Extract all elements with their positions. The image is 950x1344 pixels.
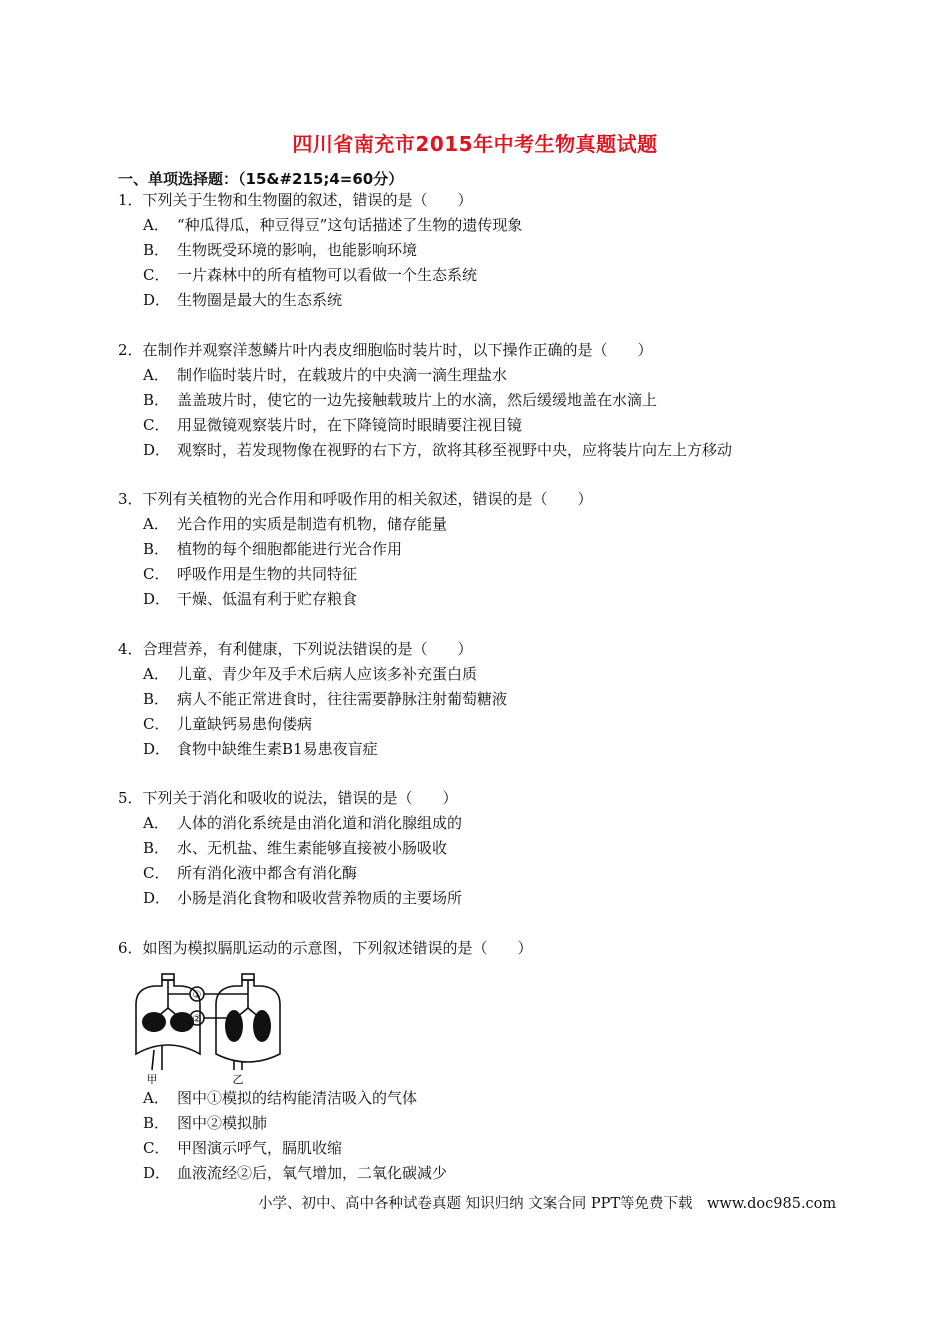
question-stem: 2．在制作并观察洋葱鳞片叶内表皮细胞临时装片时，以下操作正确的是（ ） <box>118 341 653 359</box>
jar-label-right: 乙 <box>232 1073 244 1086</box>
option-b <box>118 1111 447 1136</box>
question-stem: 6．如图为模拟膈肌运动的示意图，下列叙述错误的是（ ） <box>118 939 533 957</box>
option-text: 一片森林中的所有植物可以看做一个生态系统 <box>177 266 478 284</box>
question-stem: 1．下列关于生物和生物圈的叙述，错误的是（ ） <box>118 191 473 209</box>
option-text: 植物的每个细胞都能进行光合作用 <box>177 540 403 558</box>
option-b <box>118 388 732 413</box>
option-d <box>118 288 522 313</box>
option-d <box>118 737 507 762</box>
option-label: C． <box>143 715 170 733</box>
option-c <box>118 861 462 886</box>
option-label: C． <box>143 416 170 434</box>
option-c <box>118 712 507 737</box>
option-a <box>118 213 522 238</box>
page-title: 四川省南充市2015年中考生物真题试题 <box>292 132 658 156</box>
option-label: A． <box>143 814 169 832</box>
option-text: 图中②模拟肺 <box>177 1114 268 1132</box>
option-label: C． <box>143 565 170 583</box>
jar-label-left: 甲 <box>146 1073 158 1086</box>
option-text: “种瓜得瓜，种豆得豆”这句话描述了生物的遗传现象 <box>177 216 523 234</box>
option-text: 图中①模拟的结构能清洁吸入的气体 <box>177 1089 418 1107</box>
option-a <box>118 811 462 836</box>
option-text: 干燥、低温有利于贮存粮食 <box>177 590 358 608</box>
option-label: B． <box>143 1114 170 1132</box>
option-label: B． <box>143 391 170 409</box>
option-label: D． <box>143 889 171 907</box>
question-stem: 5．下列关于消化和吸收的说法，错误的是（ ） <box>118 789 458 807</box>
option-text: 水、无机盐、维生素能够直接被小肠吸收 <box>177 839 448 857</box>
diaphragm-model-figure <box>118 966 298 1086</box>
option-label: D． <box>143 740 171 758</box>
option-label: A． <box>143 515 169 533</box>
option-b <box>118 687 507 712</box>
option-a <box>118 512 593 537</box>
option-a <box>118 662 507 687</box>
question-stem: 4．合理营养，有利健康，下列说法错误的是（ ） <box>118 640 473 658</box>
option-text: 人体的消化系统是由消化道和消化腺组成的 <box>177 814 463 832</box>
option-label: B． <box>143 241 170 259</box>
option-text: 小肠是消化食物和吸收营养物质的主要场所 <box>177 889 463 907</box>
option-text: 血液流经②后，氧气增加，二氧化碳减少 <box>177 1164 448 1182</box>
option-text: 光合作用的实质是制造有机物，储存能量 <box>177 515 448 533</box>
option-label: C． <box>143 1139 170 1157</box>
section-heading: 一、单项选择题：（15&#215;4=60分） <box>118 170 404 188</box>
option-label: C． <box>143 864 170 882</box>
option-label: D． <box>143 291 171 309</box>
question-5 <box>118 786 462 911</box>
option-label: D． <box>143 441 171 459</box>
option-text: 观察时，若发现物像在视野的右下方，欲将其移至视野中央，应将装片向左上方移动 <box>177 441 733 459</box>
marker-1-label: ① <box>192 990 202 1001</box>
question-6-options <box>118 1086 447 1186</box>
option-d <box>118 1161 447 1186</box>
option-text: 儿童、青少年及手术后病人应该多补充蛋白质 <box>177 665 478 683</box>
option-text: 生物圈是最大的生态系统 <box>177 291 343 309</box>
option-label: B． <box>143 839 170 857</box>
diaphragm-model-svg <box>118 966 298 1086</box>
question-stem: 3．下列有关植物的光合作用和呼吸作用的相关叙述，错误的是（ ） <box>118 490 593 508</box>
option-d <box>118 587 593 612</box>
option-a <box>118 363 732 388</box>
option-label: A． <box>143 1089 169 1107</box>
option-c <box>118 263 522 288</box>
option-label: D． <box>143 590 171 608</box>
option-text: 儿童缺钙易患佝偻病 <box>177 715 313 733</box>
option-b <box>118 238 522 263</box>
option-b <box>118 836 462 861</box>
question-3 <box>118 487 593 612</box>
marker-2-label: ② <box>192 1014 202 1025</box>
option-d <box>118 886 462 911</box>
option-label: A． <box>143 665 169 683</box>
option-text: 呼吸作用是生物的共同特征 <box>177 565 358 583</box>
option-text: 所有消化液中都含有消化酶 <box>177 864 358 882</box>
option-c <box>118 562 593 587</box>
question-6 <box>118 936 533 961</box>
option-b <box>118 537 593 562</box>
option-text: 生物既受环境的影响，也能影响环境 <box>177 241 418 259</box>
option-text: 制作临时装片时，在载玻片的中央滴一滴生理盐水 <box>177 366 508 384</box>
question-2 <box>118 338 732 463</box>
option-text: 食物中缺维生素B1易患夜盲症 <box>177 740 378 758</box>
option-text: 用显微镜观察装片时，在下降镜筒时眼睛要注视目镜 <box>177 416 523 434</box>
option-text: 甲图演示呼气，膈肌收缩 <box>177 1139 343 1157</box>
option-label: A． <box>143 366 169 384</box>
option-label: D． <box>143 1164 171 1182</box>
question-4 <box>118 637 507 762</box>
option-d <box>118 438 732 463</box>
option-label: B． <box>143 690 170 708</box>
option-text: 病人不能正常进食时，往往需要静脉注射葡萄糖液 <box>177 690 508 708</box>
option-label: A． <box>143 216 169 234</box>
option-text: 盖盖玻片时，使它的一边先接触载玻片上的水滴，然后缓缓地盖在水滴上 <box>177 391 658 409</box>
question-1 <box>118 188 522 313</box>
option-c <box>118 1136 447 1161</box>
option-a <box>118 1086 447 1111</box>
option-label: B． <box>143 540 170 558</box>
option-c <box>118 413 732 438</box>
option-label: C． <box>143 266 170 284</box>
footer-download-note: 小学、初中、高中各种试卷真题 知识归纳 文案合同 PPT等免费下载 www.doc985.com <box>258 1196 837 1212</box>
